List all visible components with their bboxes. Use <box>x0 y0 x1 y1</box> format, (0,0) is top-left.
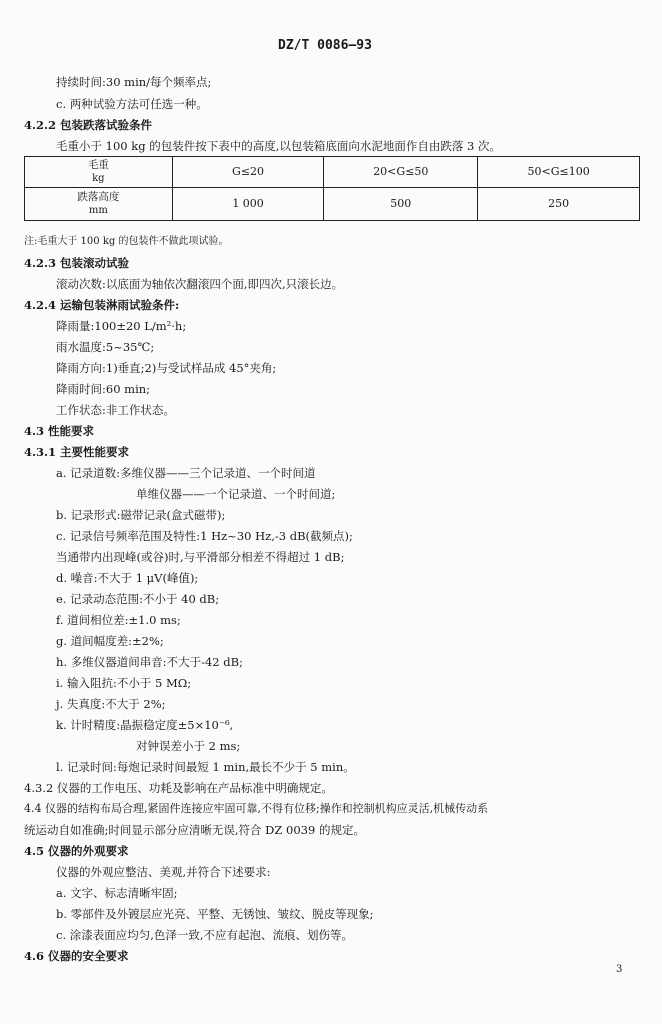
table-cell: 1 000 <box>172 188 324 221</box>
table-cell: 500 <box>324 188 478 221</box>
section-line: 4.3.2 仪器的工作电压、功耗及影响在产品标准中明确规定。 <box>24 781 333 795</box>
text-line: 工作状态:非工作状态。 <box>56 403 175 417</box>
list-item: c. 涂漆表面应均匀,色泽一致,不应有起泡、流痕、划伤等。 <box>56 928 354 942</box>
text-line: 降雨方向:1)垂直;2)与受试样品成 45°夹角; <box>56 361 277 375</box>
text-line: c. 两种试验方法可任选一种。 <box>56 97 208 111</box>
table-row <box>25 188 640 221</box>
table-cell: 50<G≤100 <box>478 157 640 188</box>
table-header-cell <box>25 188 173 221</box>
header-label: 跌落高度 <box>77 191 120 203</box>
text-line: 当通带内出现峰(或谷)时,与平滑部分相差不得超过 1 dB; <box>56 550 345 564</box>
list-item: e. 记录动态范围:不小于 40 dB; <box>56 592 220 606</box>
header-unit: kg <box>92 173 105 184</box>
standard-code: DZ/T 0086—93 <box>278 38 372 53</box>
header-label: 毛重 <box>87 159 109 171</box>
list-item: i. 输入阻抗:不小于 5 MΩ; <box>56 676 192 690</box>
table-note: 注:毛重大于 100 kg 的包装件不做此项试验。 <box>24 236 229 247</box>
list-item: h. 多维仪器道间串音:不大于-42 dB; <box>56 655 243 669</box>
list-item: d. 噪音:不大于 1 μV(峰值); <box>56 571 199 585</box>
table-cell: G≤20 <box>172 157 324 188</box>
section-heading: 4.2.4 运输包装淋雨试验条件: <box>24 298 180 312</box>
list-item: k. 计时精度:晶振稳定度±5×10⁻⁶, <box>56 718 234 732</box>
text-line: 仪器的外观应整洁、美观,并符合下述要求: <box>56 865 271 879</box>
list-item: a. 记录道数:多维仪器——三个记录道、一个时间道 <box>56 466 316 480</box>
page-number: 3 <box>616 964 623 975</box>
table-cell: 20<G≤50 <box>324 157 478 188</box>
section-heading: 4.2.3 包装滚动试验 <box>24 256 130 270</box>
header-unit: mm <box>88 205 108 216</box>
text-line: 滚动次数:以底面为轴依次翻滚四个面,即四次,只滚长边。 <box>56 277 344 291</box>
list-item: c. 记录信号频率范围及特性:1 Hz~30 Hz,-3 dB(截频点); <box>56 529 353 543</box>
section-heading: 4.3 性能要求 <box>24 424 95 438</box>
text-line: 降雨时间:60 min; <box>56 382 151 396</box>
list-item: f. 道间相位差:±1.0 ms; <box>56 613 181 627</box>
text-line: 降雨量:100±20 L/m²·h; <box>56 319 187 333</box>
section-heading: 4.5 仪器的外观要求 <box>24 844 129 858</box>
section-heading: 4.2.2 包装跌落试验条件 <box>24 118 153 132</box>
list-item: b. 记录形式:磁带记录(盒式磁带); <box>56 508 226 522</box>
table-row <box>25 157 640 188</box>
list-item: g. 道间幅度差:±2%; <box>56 634 164 648</box>
section-heading: 4.6 仪器的安全要求 <box>24 949 129 963</box>
section-heading: 4.3.1 主要性能要求 <box>24 445 130 459</box>
table-cell: 250 <box>478 188 640 221</box>
section-line: 4.4 仪器的结构布局合理,紧固件连接应牢固可靠,不得有位移;操作和控制机构应灵活,机械传动系 <box>24 802 489 815</box>
list-item: b. 零部件及外镀层应光亮、平整、无锈蚀、皱纹、脱皮等现象; <box>56 907 374 921</box>
text-line: 持续时间:30 min/每个频率点; <box>56 75 212 89</box>
table-header-cell <box>25 157 173 188</box>
list-item: l. 记录时间:每炮记录时间最短 1 min,最长不少于 5 min。 <box>56 760 355 774</box>
text-line: 毛重小于 100 kg 的包装件按下表中的高度,以包装箱底面向水泥地面作自由跌落 3 次。 <box>56 139 502 153</box>
list-item: a. 文字、标志清晰牢固; <box>56 886 178 900</box>
list-item: j. 失真度:不大于 2%; <box>56 697 166 711</box>
list-item-continuation: 对钟误差小于 2 ms; <box>136 739 241 753</box>
text-line: 雨水温度:5~35℃; <box>56 340 155 354</box>
drop-height-table <box>24 156 640 221</box>
list-item-continuation: 单维仪器——一个记录道、一个时间道; <box>136 487 336 501</box>
text-line: 统运动自如准确;时间显示部分应清晰无误,符合 DZ 0039 的规定。 <box>24 823 365 837</box>
